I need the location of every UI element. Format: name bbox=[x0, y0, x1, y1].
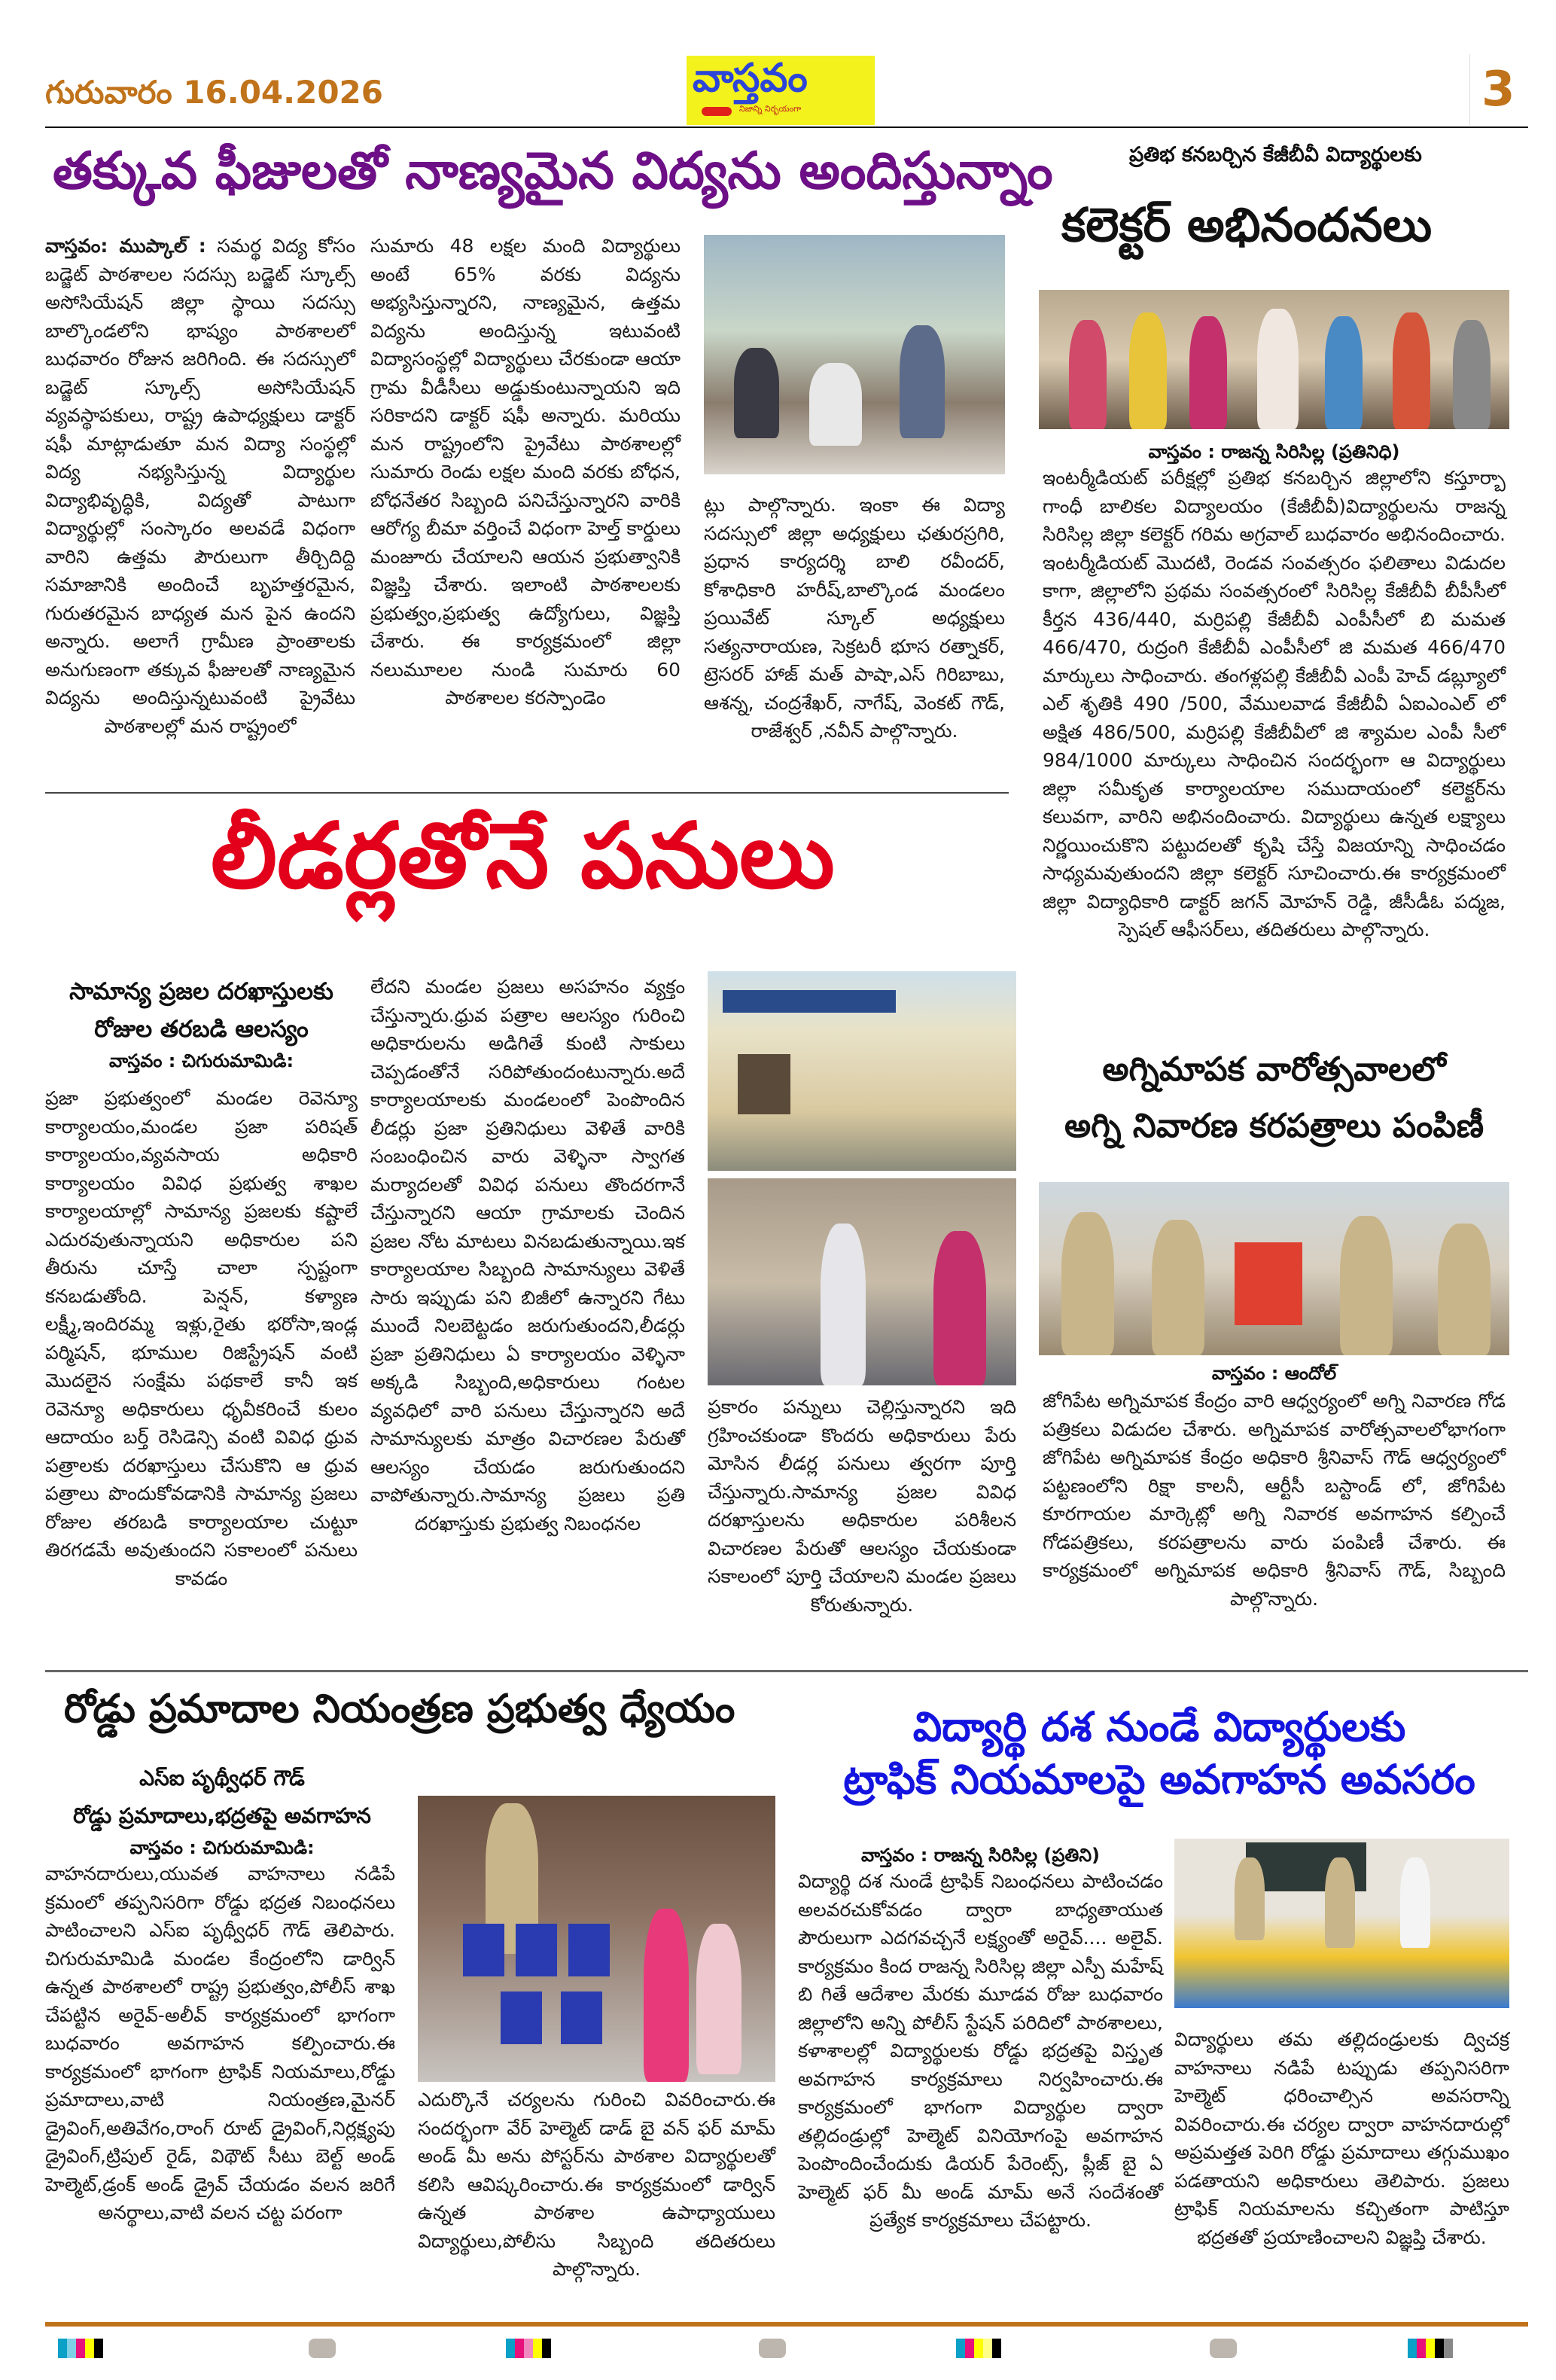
article-fire-body: జోగిపేట అగ్నిమాపక కేంద్రం వారి ఆధ్వర్యంలో అగ్ని నివారణ గోడ పత్రికలు విడుదల చేశారు. అగ్నిమాపక వారోత్సవాలలోభాగంగా జోగిపేట అగ్నిమాపక కేంద్రం అధికారి శ్రీనివాస్ గౌడ్ ఆధ్వర్యంలో పట్టణంలోని రిక్షా కాలనీ, ఆర్టీసీ బస్టాండ్ లో, జోగిపేట కూరగాయల మార్కెట్లో అగ్ని నివారక అవగాహన కల్పించే గోడపత్రికలు, కరపత్రాలను వారు పంపిణీ చేశారు. ఈ కార్యక్రమంలో అగ్నిమాపక అధికారి శ్రీనివాస్ గౌడ్, సిబ్బంది పాల్గొన్నారు. bbox=[1043, 1390, 1506, 1610]
byline-traffic: వాస్తవం : రాజన్న సిరిసిల్ల (ప్రతిని) bbox=[860, 1845, 1101, 1866]
section-divider bbox=[45, 792, 1009, 794]
poster bbox=[516, 1924, 557, 1976]
person-figure bbox=[1438, 1224, 1491, 1355]
person-figure bbox=[1069, 320, 1107, 429]
headline-road: రోడ్డు ప్రమాదాల నియంత్రణ ప్రభుత్వ ధ్యేయం bbox=[64, 1687, 735, 1732]
poster bbox=[463, 1924, 504, 1976]
logo-text: వాస్తవం bbox=[693, 56, 808, 101]
person-figure bbox=[1235, 1857, 1265, 1940]
byline-leaders: వాస్తవం : చిగురుమామిడి: bbox=[108, 1050, 294, 1071]
logo-tagline: నిజాన్ని నిర్భయంగా bbox=[739, 104, 802, 114]
footer-rule bbox=[45, 2322, 1528, 2327]
person-figure bbox=[1257, 309, 1299, 429]
article-collector-body: ఇంటర్మీడియట్ పరీక్షల్లో ప్రతిభ కనబర్చిన జిల్లాలోని కస్తూర్బా గాంధీ బాలికల విద్యాలయం (కేజీబీవీ)విద్యార్థులను రాజన్న సిరిసిల్ల జిల్లా కలెక్టర్ గరిమ అగ్రవాల్ బుధవారం అభినందించారు. ఇంటర్మీడియట్ మొదటి, రెండవ సంవత్సరం ఫలితాలు విడుదల కాగా, జిల్లాలోని ప్రథమ సంవత్సరంలో సిరిసిల్ల కేజీబీవీ బీపీసీలో కీర్తన 436/440, మర్రిపల్లి కేజీబీవీ ఎంపీసీలో బి మమత 466/470, రుద్రంగి కేజీబీవీ ఎంపీసీలో జి మమత 466/470 మార్కులు సాధించారు. తంగళ్లపల్లి కేజీబీవీ ఎంపీ హెచ్ డబ్ల్యూలో ఎల్ శృతికి 490 /500, వేములవాడ కేజీబీవీ ఏఐఎంఎల్ లో అక్షిత 486/500, మర్రిపల్లి కేజీబీవీలో జి శ్యామల ఎంపీ సీలో 984/1000 మార్కులు సాధించిన సందర్భంగా ఆ విద్యార్థులు జిల్లా సమీకృత కార్యాలయాల సముదాయంలో కలెక్టర్‌ను కలువగా, వారిని అభినందించారు. విద్యార్థులు ఉన్నత లక్ష్యాలు నిర్ణయించుకొని పట్టుదలతో కృషి చేస్తే విజయాన్ని సాధించడం సాధ్యమవుతుందని జిల్లా కలెక్టర్ సూచించారు.ఈ కార్యక్రమంలో జిల్లా విద్యాధికారి డాక్టర్ జగన్ మోహన్ రెడ్డి, జీసీడీఓ పద్మజ, స్పెషల్ ఆఫీసర్‌లు, తదితరులు పాల్గొన్నారు. bbox=[1043, 467, 1506, 940]
article-traffic-col1: విద్యార్థి దశ నుండే ట్రాఫిక్ నిబంధనలు పాటించడం అలవరచుకోవడం ద్వారా బాధ్యతాయుత పౌరులుగా ఎదగవచ్చనే లక్ష్యంతో అరైవ్.... అలైవ్. కార్యక్రమం కింద రాజన్న సిరిసిల్ల జిల్లా ఎస్పీ మహేష్ బి గితే ఆదేశాల మేరకు మూడవ రోజు బుధవారం జిల్లాలోని అన్ని పోలీస్ స్టేషన్ పరిదిలో పాఠశాలలు, కళాశాలల్లో విద్యార్థులకు రోడ్డు భద్రతపై విస్తృత అవగాహన కార్యక్రమాలు నిర్వహించారు.ఈ కార్యక్రమంలో భాగంగా విద్యార్థుల ద్వారా తల్లిదండ్రుల్లో హెల్మెట్ వినియోగంపై అవగాహన పెంపొందించేందుకు డియర్ పేరెంట్స్, ప్లీజ్ బై ఏ హెల్మెట్ ఫర్ మీ అండ్ మామ్ అనే సందేశంతో ప్రత్యేక కార్యక్రమాలు చేపట్టారు. bbox=[798, 1870, 1163, 2231]
issue-date: గురువారం 16.04.2026 bbox=[45, 74, 383, 111]
photo-fire-officers bbox=[1039, 1182, 1509, 1355]
person-figure bbox=[1152, 1220, 1204, 1355]
person-figure bbox=[809, 363, 862, 446]
fire-poster bbox=[1235, 1242, 1302, 1325]
byline: వాస్తవం: ముప్కాల్ : bbox=[45, 235, 206, 257]
body-text: సమర్థ విద్య కోసం బడ్జెట్ పాఠశాలల సదస్సు బడ్జెట్ స్కూల్స్ అసోసియేషన్ జిల్లా స్థాయి సదస్సు బాల్కొండలోని భాష్యం పాఠశాలలో బుధవారం రోజున జరిగింది. ఈ సదస్సులో బడ్జెట్ స్కూల్స్ అసోసియేషన్ వ్యవస్థాపకులు, రాష్ట్ర ఉపాధ్యక్షులు డాక్టర్ షఫీ మాట్లాడుతూ మన విద్యా సంస్థల్లో విద్య నభ్యసిస్తున్న విద్యార్థుల విద్యాభివృద్ధికి, విద్యతో పాటుగా విద్యార్థుల్లో సంస్కారం అలవడే విధంగా వారిని ఉత్తమ పౌరులుగా తీర్చిదిద్ది సమాజానికి అందించే బృహత్తరమైన, గురుతరమైన బాధ్యత మన పైన ఉందని అన్నారు. అలాగే గ్రామీణ ప్రాంతాలకు అనుగుణంగా తక్కువ ఫీజులతో నాణ్యమైన విద్యను అందిస్తున్నటువంటి ప్రైవేటు పాఠశాలల్లో మన రాష్ట్రంలో bbox=[45, 235, 355, 737]
photo-school-meeting bbox=[704, 235, 1005, 474]
person-figure bbox=[1393, 312, 1430, 429]
article-leaders-col3: ప్రకారం పన్నులు చెల్లిస్తున్నారని ఇది గ్రహించకుండా కొందరు అధికారులు పేరు మోసిన లీడర్ల పనులు త్వరగా పూర్తి చేస్తున్నారు.సామాన్య ప్రజల వివిధ దరఖాస్తులను అధికారుల పరిశీలన విచారణల పేరుతో ఆలస్యం చేయకుండా సకాలంలో పూర్తి చేయాలని మండల ప్రజలు కోరుతున్నారు. bbox=[708, 1396, 1016, 1616]
headline-traffic-line1: విద్యార్థి దశ నుండే విద్యార్థులకు bbox=[912, 1703, 1406, 1751]
registration-dot bbox=[1210, 2339, 1237, 2358]
color-bar bbox=[1408, 2339, 1453, 2358]
person-figure bbox=[1325, 1857, 1355, 1948]
article-traffic-col2: విద్యార్థులు తమ తల్లిదండ్రులకు ద్విచక్ర వాహనాలు నడిపే టప్పుడు తప్పనిసరిగా హెల్మెట్ ధరించాల్సిన అవసరాన్ని వివరించారు.ఈ చర్యల ద్వారా వాహనదారుల్లో అప్రమత్తత పెరిగి రోడ్డు ప్రమాదాలు తగ్గుముఖం పడతాయని అధికారులు తెలిపారు. ప్రజలు ట్రాఫిక్ నియమాలను కచ్చితంగా పాటిస్తూ భద్రతతో ప్రయాణించాలని విజ్ఞప్తి చేశారు. bbox=[1174, 2028, 1509, 2248]
person-figure bbox=[1340, 1216, 1393, 1355]
article-leaders-col2: లేదని మండల ప్రజలు అసహనం వ్యక్తం చేస్తున్నారు.ధ్రువ పత్రాల ఆలస్యం గురించి అధికారులను అడిగితే కుంటి సాకులు చెప్పడంతోనే సరిపోతుందంటున్నారు.అదే కార్యాలయాలకు మండలంలో పెంపొందిన లీడర్లు ప్రజా ప్రతినిధులు వెళితే వారికి సంబంధించిన వారు వెళ్ళినా స్వాగత మర్యాదలతో వివిధ పనులు తొందరగానే చేస్తున్నారని ఆయా గ్రామాలకు చెందిన ప్రజల నోట మాటలు వినబడుతున్నాయి.ఇక కార్యాలయాల సిబ్బంది సామాన్యులు వెళితే సారు ఇప్పుడు పని బిజీలో ఉన్నారని గేటు ముందే నిలబెట్టడం జరుగుతుందని,లీడర్లు ప్రజా ప్రతినిధులు ఏ కార్యాలయం వెళ్ళినా అక్కడి సిబ్బంది,అధికారులు గంటల వ్యవధిలో వారి పనులు చేస్తున్నారని అదే సామాన్యులకు మాత్రం విచారణల పేరుతో ఆలస్యం చేయడం జరుగుతుందని వాపోతున్నారు.సామాన్య ప్రజలు ప్రతి దరఖాస్తుకు ప్రభుత్వ నిబంధనల bbox=[370, 976, 685, 1534]
person-figure bbox=[1189, 316, 1227, 429]
masthead-separator bbox=[1469, 54, 1470, 125]
headline-traffic-line2: ట్రాఫిక్ నియమాలపై అవగాహన అవసరం bbox=[843, 1756, 1475, 1803]
headline-collector: కలెక్టర్ అభినందనలు bbox=[1061, 197, 1433, 252]
headline-fire-line1: అగ్నిమాపక వారోత్సవాలలో bbox=[1102, 1050, 1446, 1089]
registration-marks bbox=[0, 2339, 1556, 2358]
poster bbox=[501, 1991, 542, 2044]
color-bar bbox=[58, 2339, 103, 2358]
photo-government-office bbox=[708, 971, 1016, 1171]
article-fees-col1 bbox=[45, 232, 355, 740]
color-bar bbox=[956, 2339, 1001, 2358]
person-figure bbox=[696, 1924, 741, 2074]
person-figure bbox=[933, 1231, 986, 1385]
kicker-collector: ప్రతిభ కనబర్చిన కేజీబీవీ విద్యార్థులకు bbox=[1129, 143, 1422, 166]
byline-road: వాస్తవం : చిగురుమామిడి: bbox=[129, 1837, 315, 1858]
headline-fees: తక్కువ ఫీజులతో నాణ్యమైన విద్యను అందిస్తున్నాం bbox=[53, 142, 1053, 201]
headline-leaders: లీడర్లతోనే పనులు bbox=[211, 804, 835, 909]
logo-pen-icon bbox=[702, 107, 732, 116]
article-fees-col3: ట్లు పాల్గొన్నారు. ఇంకా ఈ విద్యా సదస్సులో జిల్లా అధ్యక్షులు ఛతురస్రగిరి, ప్రధాన కార్యదర్శి బాలి రవీందర్, కోశాధికారి హరీష్,బాల్కొండ మండలం ప్రయివేట్ స్కూల్ అధ్యక్షులు సత్యనారాయణ, సెక్రటరీ భూస రత్నాకర్, ట్రెసరర్ హాజ్ మత్ పాషా,ఎస్ గిరిబాబు, ఆశన్న, చంద్రశేఖర్, నాగేష్, వెంకట్ గౌడ్, రాజేశ్వర్ ,నవీన్ పాల్గొన్నారు. bbox=[704, 494, 1005, 742]
person-figure bbox=[1400, 1857, 1430, 1948]
masthead-rule bbox=[45, 126, 1528, 128]
article-road-col1: వాహనదారులు,యువత వాహనాలు నడిపే క్రమంలో తప్పనిసరిగా రోడ్డు భద్రత నిబంధనలు పాటించాలని ఎస్ఐ పృథ్వీధర్ గౌడ్ తెలిపారు. చిగురుమామిడి మండల కేంద్రంలోని డార్విన్ ఉన్నత పాఠశాలలో రాష్ట్ర ప్రభుత్వం,పోలీస్ శాఖ చేపట్టిన అరైవ్-అలీవ్ కార్యక్రమంలో భాగంగా బుధవారం అవగాహన కల్పించారు.ఈ కార్యక్రమంలో భాగంగా ట్రాఫిక్ నియమాలు,రోడ్డు ప్రమాదాలు,వాటి నియంత్రణ,మైనర్ డ్రైవింగ్,అతివేగం,రాంగ్ రూట్ డ్రైవింగ్,నిర్లక్ష్యపు డ్రైవింగ్,ట్రిపుల్ రైడ్, విథౌట్ సీటు బెల్ట్ అండ్ హెల్మెట్,డ్రంక్ అండ్ డ్రైవ్ చేయడం వలన జరిగే అనర్థాలు,వాటి వలన చట్ట పరంగా bbox=[45, 1863, 395, 2223]
registration-dot bbox=[309, 2339, 336, 2358]
newspaper-logo bbox=[687, 56, 875, 125]
person-figure bbox=[734, 348, 779, 438]
photo-citizens-waiting bbox=[708, 1178, 1016, 1385]
office-window bbox=[738, 1054, 790, 1114]
person-figure bbox=[644, 1909, 689, 2082]
photo-students-posters bbox=[418, 1796, 775, 2082]
section-divider-bottom bbox=[45, 1670, 1528, 1672]
byline-fire: వాస్తవం : ఆందోల్ bbox=[1211, 1363, 1337, 1384]
page-number: 3 bbox=[1481, 62, 1515, 117]
headline-fire-line2: అగ్ని నివారణ కరపత్రాలు పంపిణీ bbox=[1064, 1107, 1484, 1145]
poster bbox=[568, 1924, 610, 1976]
person-figure bbox=[900, 325, 945, 438]
article-fees-col2: సుమారు 48 లక్షల మంది విద్యార్థులు అంటే 65% వరకు విద్యను అభ్యసిస్తున్నారని, నాణ్యమైన, ఉత్తమ విద్యను అందిస్తున్న ఇటువంటి విద్యాసంస్థల్లో విద్యార్థులు చేరకుండా ఆయా గ్రామ వీడీసీలు అడ్డుకుంటున్నాయని ఇది సరికాదని డాక్టర్ షఫీ అన్నారు. మరియు మన రాష్ట్రంలోని ప్రైవేటు పాఠశాలల్లో సుమారు రెండు లక్షల మంది వరకు బోధన, బోధనేతర సిబ్బంది పనిచేస్తున్నారని వారికి ఆరోగ్య బీమా వర్తించే విధంగా హెల్త్ కార్డులు మంజూరు చేయాలని ఆయన ప్రభుత్వానికి విజ్ఞప్తి చేశారు. ఇలాంటి పాఠశాలలకు ప్రభుత్వం,ప్రభుత్వ ఉద్యోగులు, విజ్ఞప్తి చేశారు. ఈ కార్యక్రమంలో జిల్లా నలుమూలల నుండి సుమారు 60 పాఠశాలల కరస్పాండెం bbox=[370, 235, 681, 709]
person-figure bbox=[1129, 312, 1167, 429]
person-figure bbox=[1453, 320, 1491, 429]
photo-classroom-police bbox=[1174, 1839, 1509, 2008]
subhead-road-2: రోడ్డు ప్రమాదాలు,భద్రతపై అవగాహన bbox=[73, 1803, 371, 1828]
article-road-col2: ఎదుర్కొనే చర్యలను గురించి వివరించారు.ఈ సందర్భంగా వేర్ హెల్మెట్ డాడ్ బై వన్ ఫర్ మామ్ అండ్ మీ అను పోస్టర్‌ను పాఠశాల విద్యార్థులతో కలిసి ఆవిష్కరించారు.ఈ కార్యక్రమంలో డార్విన్ ఉన్నత పాఠశాల ఉపాధ్యాయులు విద్యార్థులు,పోలీసు సిబ్బంది తదితరులు పాల్గొన్నారు. bbox=[418, 2089, 775, 2280]
article-leaders-col1: ప్రజా ప్రభుత్వంలో మండల రెవెన్యూ కార్యాలయం,మండల ప్రజా పరిషత్ కార్యాలయం,వ్యవసాయ అధికారి కార్యాలయం వివిధ ప్రభుత్వ శాఖల కార్యాలయాల్లో సామాన్య ప్రజలకు కష్టాలే ఎదురవుతున్నాయని అధికారుల పని తీరును చూస్తే చాలా స్పష్టంగా కనబడుతోంది. పెన్షన్, కళ్యాణ లక్ష్మీ,ఇందిరమ్మ ఇళ్లు,రైతు భరోసా,ఇండ్ల పర్మిషన్, భూముల రిజిస్ట్రేషన్ వంటి మొదలైన సంక్షేమ పథకాలే కానీ ఇక రెవెన్యూ అధికారులు ధృవీకరించే కులం ఆదాయం బర్త్ రెసిడెన్సి వంటి వివిధ ధ్రువ పత్రాలకు దరఖాస్తులు చేసుకొని ఆ ధ్రువ పత్రాలు పొందుకోవడానికి సామాన్య ప్రజలు రోజుల తరబడి కార్యాలయాల చుట్టూ తిరగడమే అవుతుందని సకాలంలో పనులు కావడం bbox=[45, 1087, 358, 1589]
person-figure bbox=[821, 1224, 866, 1385]
photo-collector-students bbox=[1039, 290, 1509, 429]
person-figure bbox=[1325, 316, 1363, 429]
poster bbox=[561, 1991, 602, 2044]
person-figure bbox=[1061, 1212, 1114, 1355]
color-bar bbox=[506, 2339, 551, 2358]
office-signboard bbox=[723, 990, 896, 1013]
registration-dot bbox=[759, 2339, 786, 2358]
subhead-leaders: సామాన్య ప్రజల దరఖాస్తులకు రోజుల తరబడి ఆలస్యం bbox=[69, 978, 333, 1043]
byline-collector: వాస్తవం : రాజన్న సిరిసిల్ల (ప్రతినిధి) bbox=[1148, 441, 1400, 462]
subhead-road-1: ఎస్ఐ పృథ్వీధర్ గౌడ్ bbox=[139, 1766, 305, 1790]
